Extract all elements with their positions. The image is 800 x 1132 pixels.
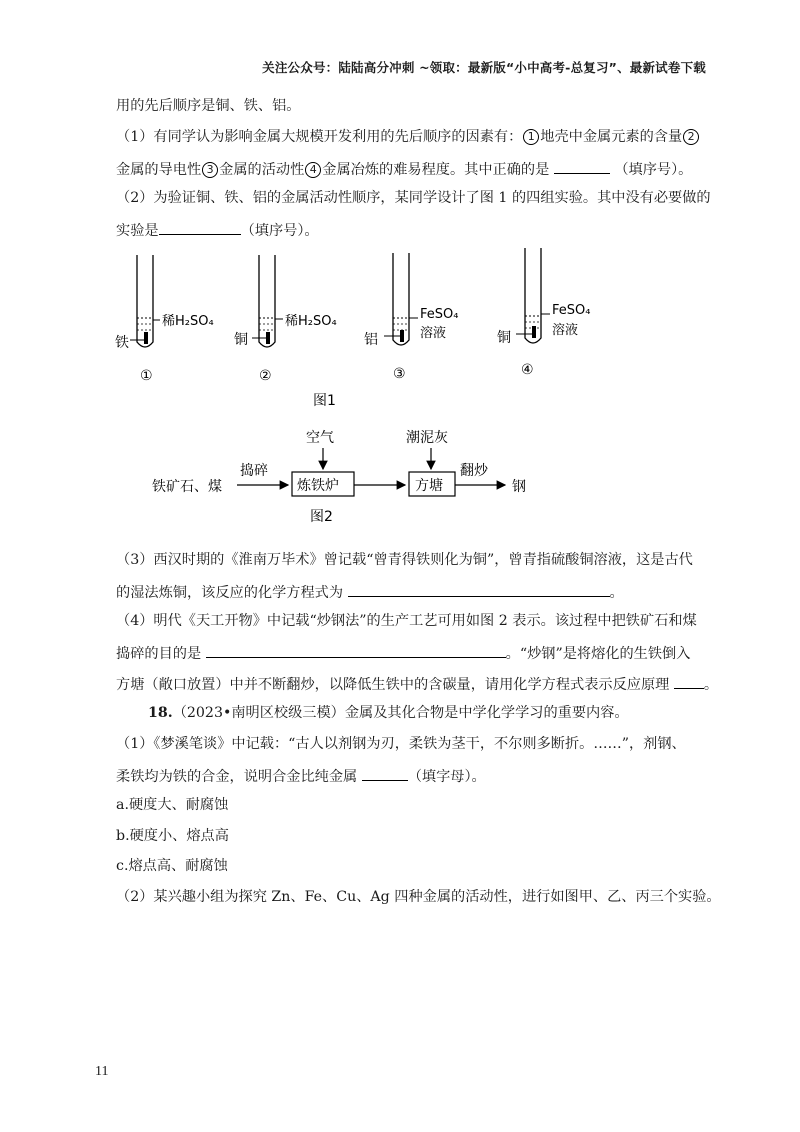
test-tube-1 [130, 255, 160, 347]
paragraph-intro: 用的先后顺序是铜、铁、铝。 [116, 98, 301, 114]
metal-label: 铁 [115, 335, 129, 351]
question-1-line-2: 金属的导电性 3 金属的活动性 4 金属冶炼的难易程度。其中正确的是 （填序号）。 [116, 158, 692, 180]
reagent-label: 稀H₂SO₄ [285, 314, 337, 329]
page-header: 关注公众号：陆陆高分冲刺 ~领取：最新版“小中高考-总复习”、最新试卷下载 [262, 60, 706, 75]
question-4-line-3: 方塘（敞口放置）中并不断翻炒，以降低生铁中的含碳量，请用化学方程式表示反应原理 。 [116, 673, 718, 695]
question-18-1-line-1: （1）《梦溪笔谈》中记载：“古人以剂钢为刃，柔铁为茎干，不尔则多断折。……”，剂钢、 [116, 736, 686, 752]
flow-box-label: 方塘 [415, 478, 443, 494]
flow-side-input: 空气 [306, 430, 334, 446]
reagent-label-line2: 溶液 [420, 326, 447, 341]
page-number: 11 [95, 1064, 109, 1079]
answer-blank[interactable] [206, 642, 506, 658]
circled-number: 3 [202, 162, 218, 178]
figure-2-caption: 图2 [310, 509, 333, 525]
tube-number: ④ [521, 362, 534, 378]
question-2-line-1: （2）为验证铜、铁、铝的金属活动性顺序，某同学设计了图 1 的四组实验。其中没有必要做的 [116, 190, 711, 206]
flow-side-input: 潮泥灰 [406, 430, 448, 446]
metal-label: 铝 [364, 332, 378, 348]
circled-number: 2 [683, 129, 699, 145]
question-18-1-line-2: 柔铁均为铁的合金，说明合金比纯金属 （填字母）。 [116, 765, 486, 787]
flow-output: 钢 [512, 479, 526, 495]
flow-step-label: 翻炒 [460, 463, 488, 479]
tube-number: ① [140, 368, 153, 384]
reagent-label-line2: 溶液 [552, 323, 579, 338]
circled-number: 1 [523, 129, 539, 145]
reagent-label: FeSO₄ [420, 307, 459, 322]
question-3-line-1: （3）西汉时期的《淮南万毕术》曾记载“曾青得铁则化为铜”，曾青指硫酸铜溶液，这是古代 [116, 552, 693, 568]
tube-number: ③ [393, 366, 406, 382]
flow-box-label: 炼铁炉 [297, 478, 339, 494]
figure-2-process-flow [0, 420, 800, 530]
test-tube-3 [384, 253, 418, 345]
circled-number: 4 [305, 162, 321, 178]
flow-step-label: 捣碎 [240, 463, 268, 479]
option-c: c.熔点高、耐腐蚀 [116, 858, 228, 874]
question-1-line-1: （1）有同学认为影响金属大规模开发利用的先后顺序的因素有： 1 地壳中金属元素的含量 2 [116, 127, 700, 147]
metal-label: 铜 [234, 332, 248, 348]
test-tube-2 [252, 255, 283, 347]
answer-blank[interactable] [674, 673, 704, 689]
answer-blank[interactable] [362, 765, 408, 781]
option-b: b.硬度小、熔点高 [116, 828, 229, 844]
figure-1-test-tubes [0, 0, 800, 420]
option-a: a.硬度大、耐腐蚀 [116, 797, 229, 813]
reagent-label: FeSO₄ [552, 303, 591, 318]
test-tube-4 [516, 248, 550, 343]
question-18-2: （2）某兴趣小组为探究 Zn、Fe、Cu、Ag 四种金属的活动性，进行如图甲、乙、丙三个实验。 [116, 889, 721, 905]
question-4-line-2: 捣碎的目的是 。“炒钢”是将熔化的生铁倒入 [116, 642, 690, 664]
figure-1-caption: 图1 [313, 393, 336, 409]
question-2-line-2: 实验是 （填序号）。 [116, 219, 319, 241]
metal-label: 铜 [497, 330, 511, 346]
question-18-title: 18.（2023•南明区校级三模）金属及其化合物是中学化学学习的重要内容。 [148, 705, 629, 721]
answer-blank[interactable] [348, 581, 610, 597]
question-4-line-1: （4）明代《天工开物》中记载“炒钢法”的生产工艺可用如图 2 表示。该过程中把铁矿石和煤 [116, 613, 697, 629]
question-3-line-2: 的湿法炼铜，该反应的化学方程式为 。 [116, 581, 624, 603]
flow-input: 铁矿石、煤 [152, 479, 222, 495]
tube-number: ② [259, 368, 272, 384]
reagent-label: 稀H₂SO₄ [162, 314, 214, 329]
